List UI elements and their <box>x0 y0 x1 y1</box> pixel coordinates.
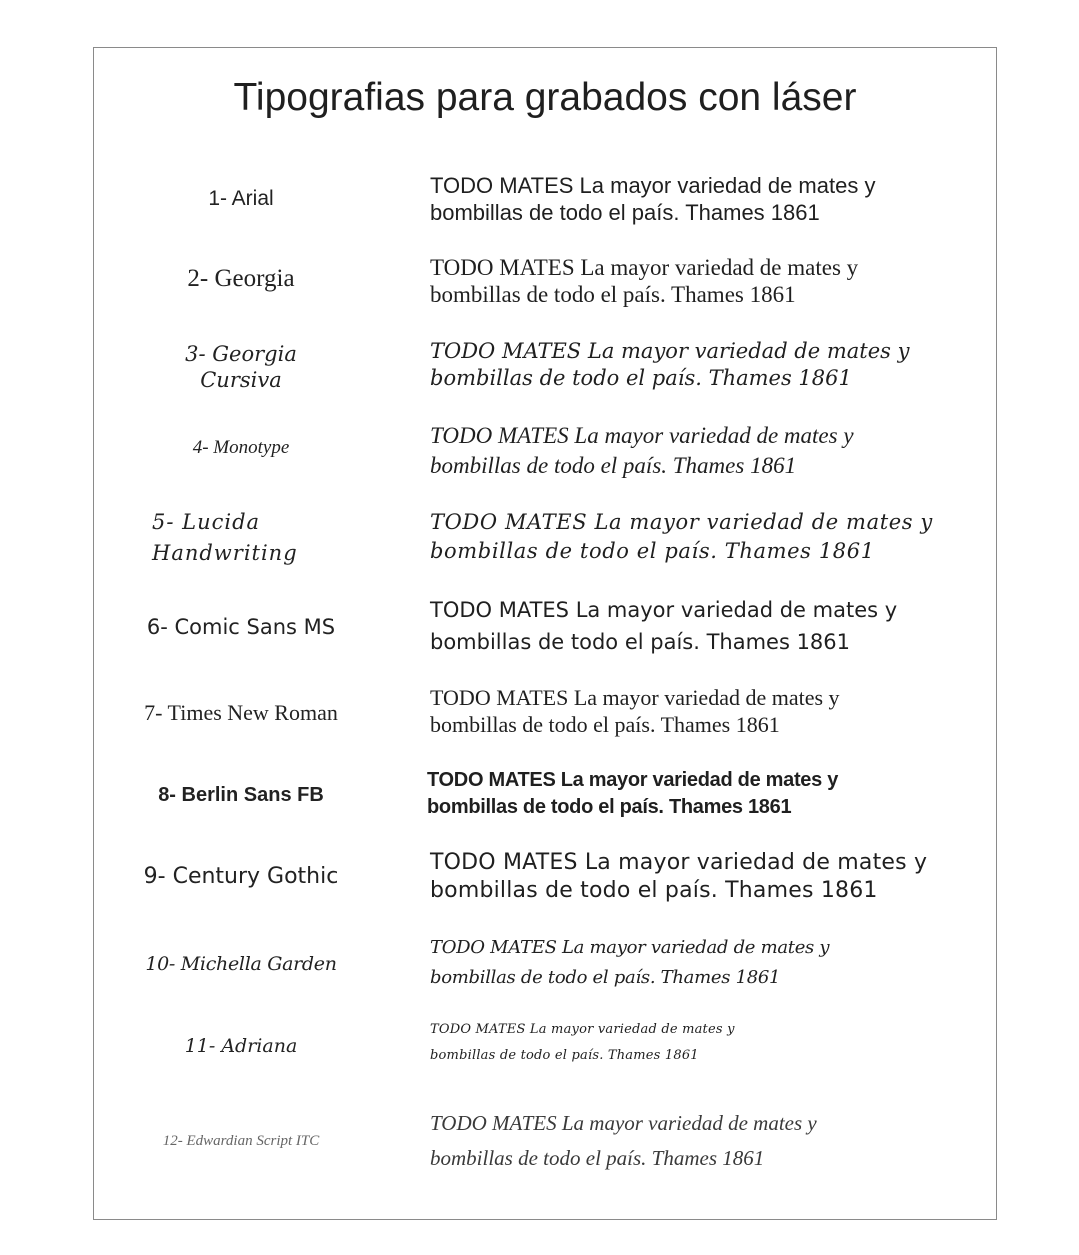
font-label-line: 10- Michella Garden <box>145 953 337 975</box>
sample-line: TODO MATES La mayor variedad de mates y <box>430 850 928 875</box>
sample-line: TODO MATES La mayor variedad de mates y <box>430 1111 817 1135</box>
sample-line: bombillas de todo el país. Thames 1861 <box>430 200 820 225</box>
font-sample-edwardian-script <box>430 1106 990 1176</box>
sample-line: bombillas de todo el país. Thames 1861 <box>430 366 852 390</box>
sample-line: bombillas de todo el país. Thames 1861 <box>427 796 792 818</box>
sample-line: bombillas de todo el país. Thames 1861 <box>430 1048 699 1063</box>
font-label-line: 12- Edwardian Script ITC <box>162 1133 320 1149</box>
font-label-line: Handwriting <box>152 541 298 565</box>
font-label-century-gothic <box>110 864 372 889</box>
sample-line: bombillas de todo el país. Thames 1861 <box>430 539 875 563</box>
font-label-edwardian-script <box>110 1133 372 1150</box>
font-sample-adriana <box>430 1017 990 1069</box>
font-sample-lucida-handwriting <box>430 508 990 566</box>
sample-line: TODO MATES La mayor variedad de mates y <box>430 339 910 363</box>
font-label-arial <box>110 187 372 211</box>
sample-line: TODO MATES La mayor variedad de mates y <box>430 1022 735 1037</box>
font-label-line: 7- Times New Roman <box>144 700 338 725</box>
font-sample-century-gothic <box>430 849 990 905</box>
font-label-line: 2- Georgia <box>187 265 295 292</box>
font-sample-michella-garden <box>430 933 990 993</box>
sample-line: TODO MATES La mayor variedad de mates y <box>430 510 933 534</box>
sample-line: TODO MATES La mayor variedad de mates y <box>430 598 898 622</box>
font-label-georgia-cursiva <box>110 341 372 393</box>
font-label-line: 11- Adriana <box>184 1035 298 1057</box>
font-label-line: 3- Georgia <box>185 342 297 366</box>
sample-line: TODO MATES La mayor variedad de mates y <box>427 769 839 791</box>
sample-line: TODO MATES La mayor variedad de mates y <box>430 255 859 280</box>
font-label-michella-garden <box>110 954 372 976</box>
sample-line: TODO MATES La mayor variedad de mates y <box>430 937 830 958</box>
sample-line: bombillas de todo el país. Thames 1861 <box>430 967 781 988</box>
sample-line: bombillas de todo el país. Thames 1861 <box>430 282 796 307</box>
font-label-comic-sans <box>110 615 372 639</box>
font-label-line: 8- Berlin Sans FB <box>158 784 324 806</box>
font-label-line: 9- Century Gothic <box>143 864 339 889</box>
font-label-line: 4- Monotype <box>192 437 290 458</box>
font-sample-berlin-sans <box>427 767 987 821</box>
font-sample-georgia-cursiva <box>430 338 990 392</box>
font-label-line: 6- Comic Sans MS <box>146 615 336 639</box>
font-label-adriana <box>110 1036 372 1058</box>
font-label-line: Cursiva <box>200 368 282 392</box>
font-label-line: 5- Lucida <box>152 510 261 534</box>
font-label-lucida-handwriting <box>95 507 385 569</box>
sample-line: bombillas de todo el país. Thames 1861 <box>430 712 780 737</box>
font-label-berlin-sans <box>110 784 372 807</box>
font-sample-georgia <box>430 254 990 308</box>
font-sample-monotype <box>430 421 990 481</box>
sample-line: TODO MATES La mayor variedad de mates y <box>430 173 876 198</box>
font-label-line: 1- Arial <box>208 187 274 210</box>
sample-line: bombillas de todo el país. Thames 1861 <box>430 878 878 903</box>
font-label-monotype <box>110 437 372 459</box>
sample-line: bombillas de todo el país. Thames 1861 <box>430 453 797 478</box>
font-sample-comic-sans <box>430 594 990 658</box>
sample-line: bombillas de todo el país. Thames 1861 <box>430 1146 765 1170</box>
font-label-georgia <box>110 265 372 294</box>
page-title: Tipografias para grabados con láser <box>233 76 857 119</box>
sample-line: TODO MATES La mayor variedad de mates y <box>430 685 840 710</box>
font-sample-arial <box>430 172 990 226</box>
sample-line: bombillas de todo el país. Thames 1861 <box>430 630 851 654</box>
sample-line: TODO MATES La mayor variedad de mates y <box>430 423 854 448</box>
font-sample-times-new-roman <box>430 684 990 738</box>
font-label-times-new-roman <box>110 700 372 725</box>
